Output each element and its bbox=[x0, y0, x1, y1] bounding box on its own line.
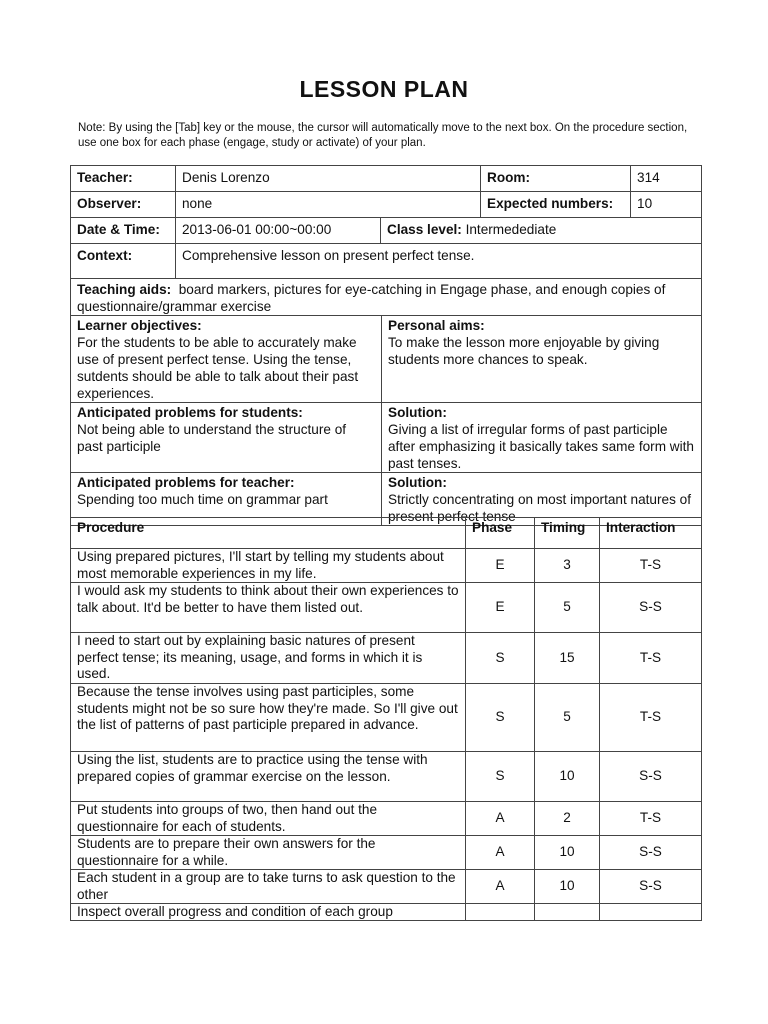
interaction-cell[interactable]: T-S bbox=[600, 549, 702, 583]
expected-numbers-field[interactable]: 10 bbox=[631, 192, 702, 218]
phase-header: Phase bbox=[466, 518, 535, 549]
interaction-cell[interactable]: S-S bbox=[600, 870, 702, 904]
class-level-label: Class level: bbox=[387, 222, 462, 237]
interaction-cell[interactable]: T-S bbox=[600, 802, 702, 836]
timing-header: Timing bbox=[535, 518, 600, 549]
interaction-cell[interactable]: S-S bbox=[600, 752, 702, 802]
lesson-info-table bbox=[70, 165, 702, 316]
teacher-solution-field: Strictly concentrating on most important natures of present perfect tense bbox=[388, 492, 691, 524]
student-problems-label: Anticipated problems for students: bbox=[77, 405, 303, 420]
date-time-label: Date & Time: bbox=[71, 218, 176, 244]
class-level-cell[interactable] bbox=[381, 218, 702, 244]
context-field[interactable]: Comprehensive lesson on present perfect tense. bbox=[176, 244, 702, 279]
learner-objectives-label: Learner objectives: bbox=[77, 318, 202, 333]
phase-cell[interactable]: E bbox=[466, 549, 535, 583]
interaction-cell[interactable]: T-S bbox=[600, 633, 702, 684]
student-problems-field: Not being able to understand the structure of past participle bbox=[77, 422, 347, 454]
phase-cell[interactable]: A bbox=[466, 802, 535, 836]
room-label: Room: bbox=[481, 166, 631, 192]
personal-aims-field: To make the lesson more enjoyable by giving students more chances to speak. bbox=[388, 335, 660, 367]
interaction-cell[interactable]: S-S bbox=[600, 583, 702, 633]
objectives-table bbox=[70, 315, 702, 526]
timing-cell[interactable]: 10 bbox=[535, 836, 600, 870]
teacher-problems-label: Anticipated problems for teacher: bbox=[77, 475, 295, 490]
procedure-step[interactable]: Using the list, students are to practice using the tense with prepared copies of grammar exercise on the lesson. bbox=[71, 752, 466, 802]
teacher-solution-label: Solution: bbox=[388, 475, 447, 490]
procedure-step[interactable]: Each student in a group are to take turns to ask question to the other bbox=[71, 870, 466, 904]
date-time-field[interactable]: 2013-06-01 00:00~00:00 bbox=[176, 218, 381, 244]
phase-cell[interactable]: S bbox=[466, 684, 535, 752]
procedure-step[interactable]: I would ask my students to think about their own experiences to talk about. It'd be better to have them listed out. bbox=[71, 583, 466, 633]
personal-aims-cell[interactable] bbox=[382, 316, 702, 403]
procedure-step[interactable]: Using prepared pictures, I'll start by telling my students about most memorable experiences in my life. bbox=[71, 549, 466, 583]
page-title: LESSON PLAN bbox=[299, 76, 469, 102]
timing-cell[interactable]: 2 bbox=[535, 802, 600, 836]
timing-cell[interactable]: 15 bbox=[535, 633, 600, 684]
teaching-aids-cell[interactable] bbox=[71, 279, 702, 316]
timing-cell[interactable]: 10 bbox=[535, 752, 600, 802]
timing-cell[interactable] bbox=[535, 904, 600, 921]
phase-cell[interactable]: A bbox=[466, 836, 535, 870]
personal-aims-label: Personal aims: bbox=[388, 318, 485, 333]
observer-label: Observer: bbox=[71, 192, 176, 218]
student-problems-cell[interactable] bbox=[71, 403, 382, 473]
student-solution-cell[interactable] bbox=[382, 403, 702, 473]
phase-cell[interactable]: E bbox=[466, 583, 535, 633]
phase-cell[interactable]: S bbox=[466, 633, 535, 684]
timing-cell[interactable]: 10 bbox=[535, 870, 600, 904]
instruction-note: Note: By using the [Tab] key or the mouse, the cursor will automatically move to the next box. On the procedure section, use one box for each phase (engage, study or activate) of your plan. bbox=[78, 122, 688, 149]
interaction-cell[interactable] bbox=[600, 904, 702, 921]
interaction-header: Interaction bbox=[600, 518, 702, 549]
timing-cell[interactable]: 5 bbox=[535, 684, 600, 752]
phase-cell[interactable]: A bbox=[466, 870, 535, 904]
procedure-step[interactable]: Students are to prepare their own answers for the questionnaire for a while. bbox=[71, 836, 466, 870]
observer-field[interactable]: none bbox=[176, 192, 481, 218]
procedure-step[interactable]: I need to start out by explaining basic natures of present perfect tense; its meaning, usage, and forms in which it is used. bbox=[71, 633, 466, 684]
interaction-cell[interactable]: T-S bbox=[600, 684, 702, 752]
procedure-table bbox=[70, 517, 702, 921]
learner-objectives-cell[interactable] bbox=[71, 316, 382, 403]
interaction-cell[interactable]: S-S bbox=[600, 836, 702, 870]
procedure-header: Procedure bbox=[71, 518, 466, 549]
phase-cell[interactable] bbox=[466, 904, 535, 921]
procedure-step[interactable]: Inspect overall progress and condition of each group bbox=[71, 904, 466, 921]
student-solution-field: Giving a list of irregular forms of past participle after emphasizing it basically takes same form with past tenses. bbox=[388, 422, 694, 471]
procedure-step[interactable]: Because the tense involves using past participles, some students might not be so sure how they're made. So I'll give out the list of patterns of past participle prepared in advance. bbox=[71, 684, 466, 752]
teacher-problems-field: Spending too much time on grammar part bbox=[77, 492, 328, 507]
learner-objectives-field: For the students to be able to accurately make use of present perfect tense. Using the tense, sutdents should be able to talk about their past experiences. bbox=[77, 335, 359, 401]
student-solution-label: Solution: bbox=[388, 405, 447, 420]
timing-cell[interactable]: 3 bbox=[535, 549, 600, 583]
room-field[interactable]: 314 bbox=[631, 166, 702, 192]
teaching-aids-field: board markers, pictures for eye-catching in Engage phase, and enough copies of questionnaire/grammar exercise bbox=[77, 282, 666, 314]
teaching-aids-label: Teaching aids: bbox=[77, 282, 172, 297]
phase-cell[interactable]: S bbox=[466, 752, 535, 802]
teacher-label: Teacher: bbox=[71, 166, 176, 192]
context-label: Context: bbox=[71, 244, 176, 279]
teacher-field[interactable]: Denis Lorenzo bbox=[176, 166, 481, 192]
class-level-field: Intermedediate bbox=[465, 222, 557, 237]
timing-cell[interactable]: 5 bbox=[535, 583, 600, 633]
expected-numbers-label: Expected numbers: bbox=[481, 192, 631, 218]
procedure-step[interactable]: Put students into groups of two, then hand out the questionnaire for each of students. bbox=[71, 802, 466, 836]
